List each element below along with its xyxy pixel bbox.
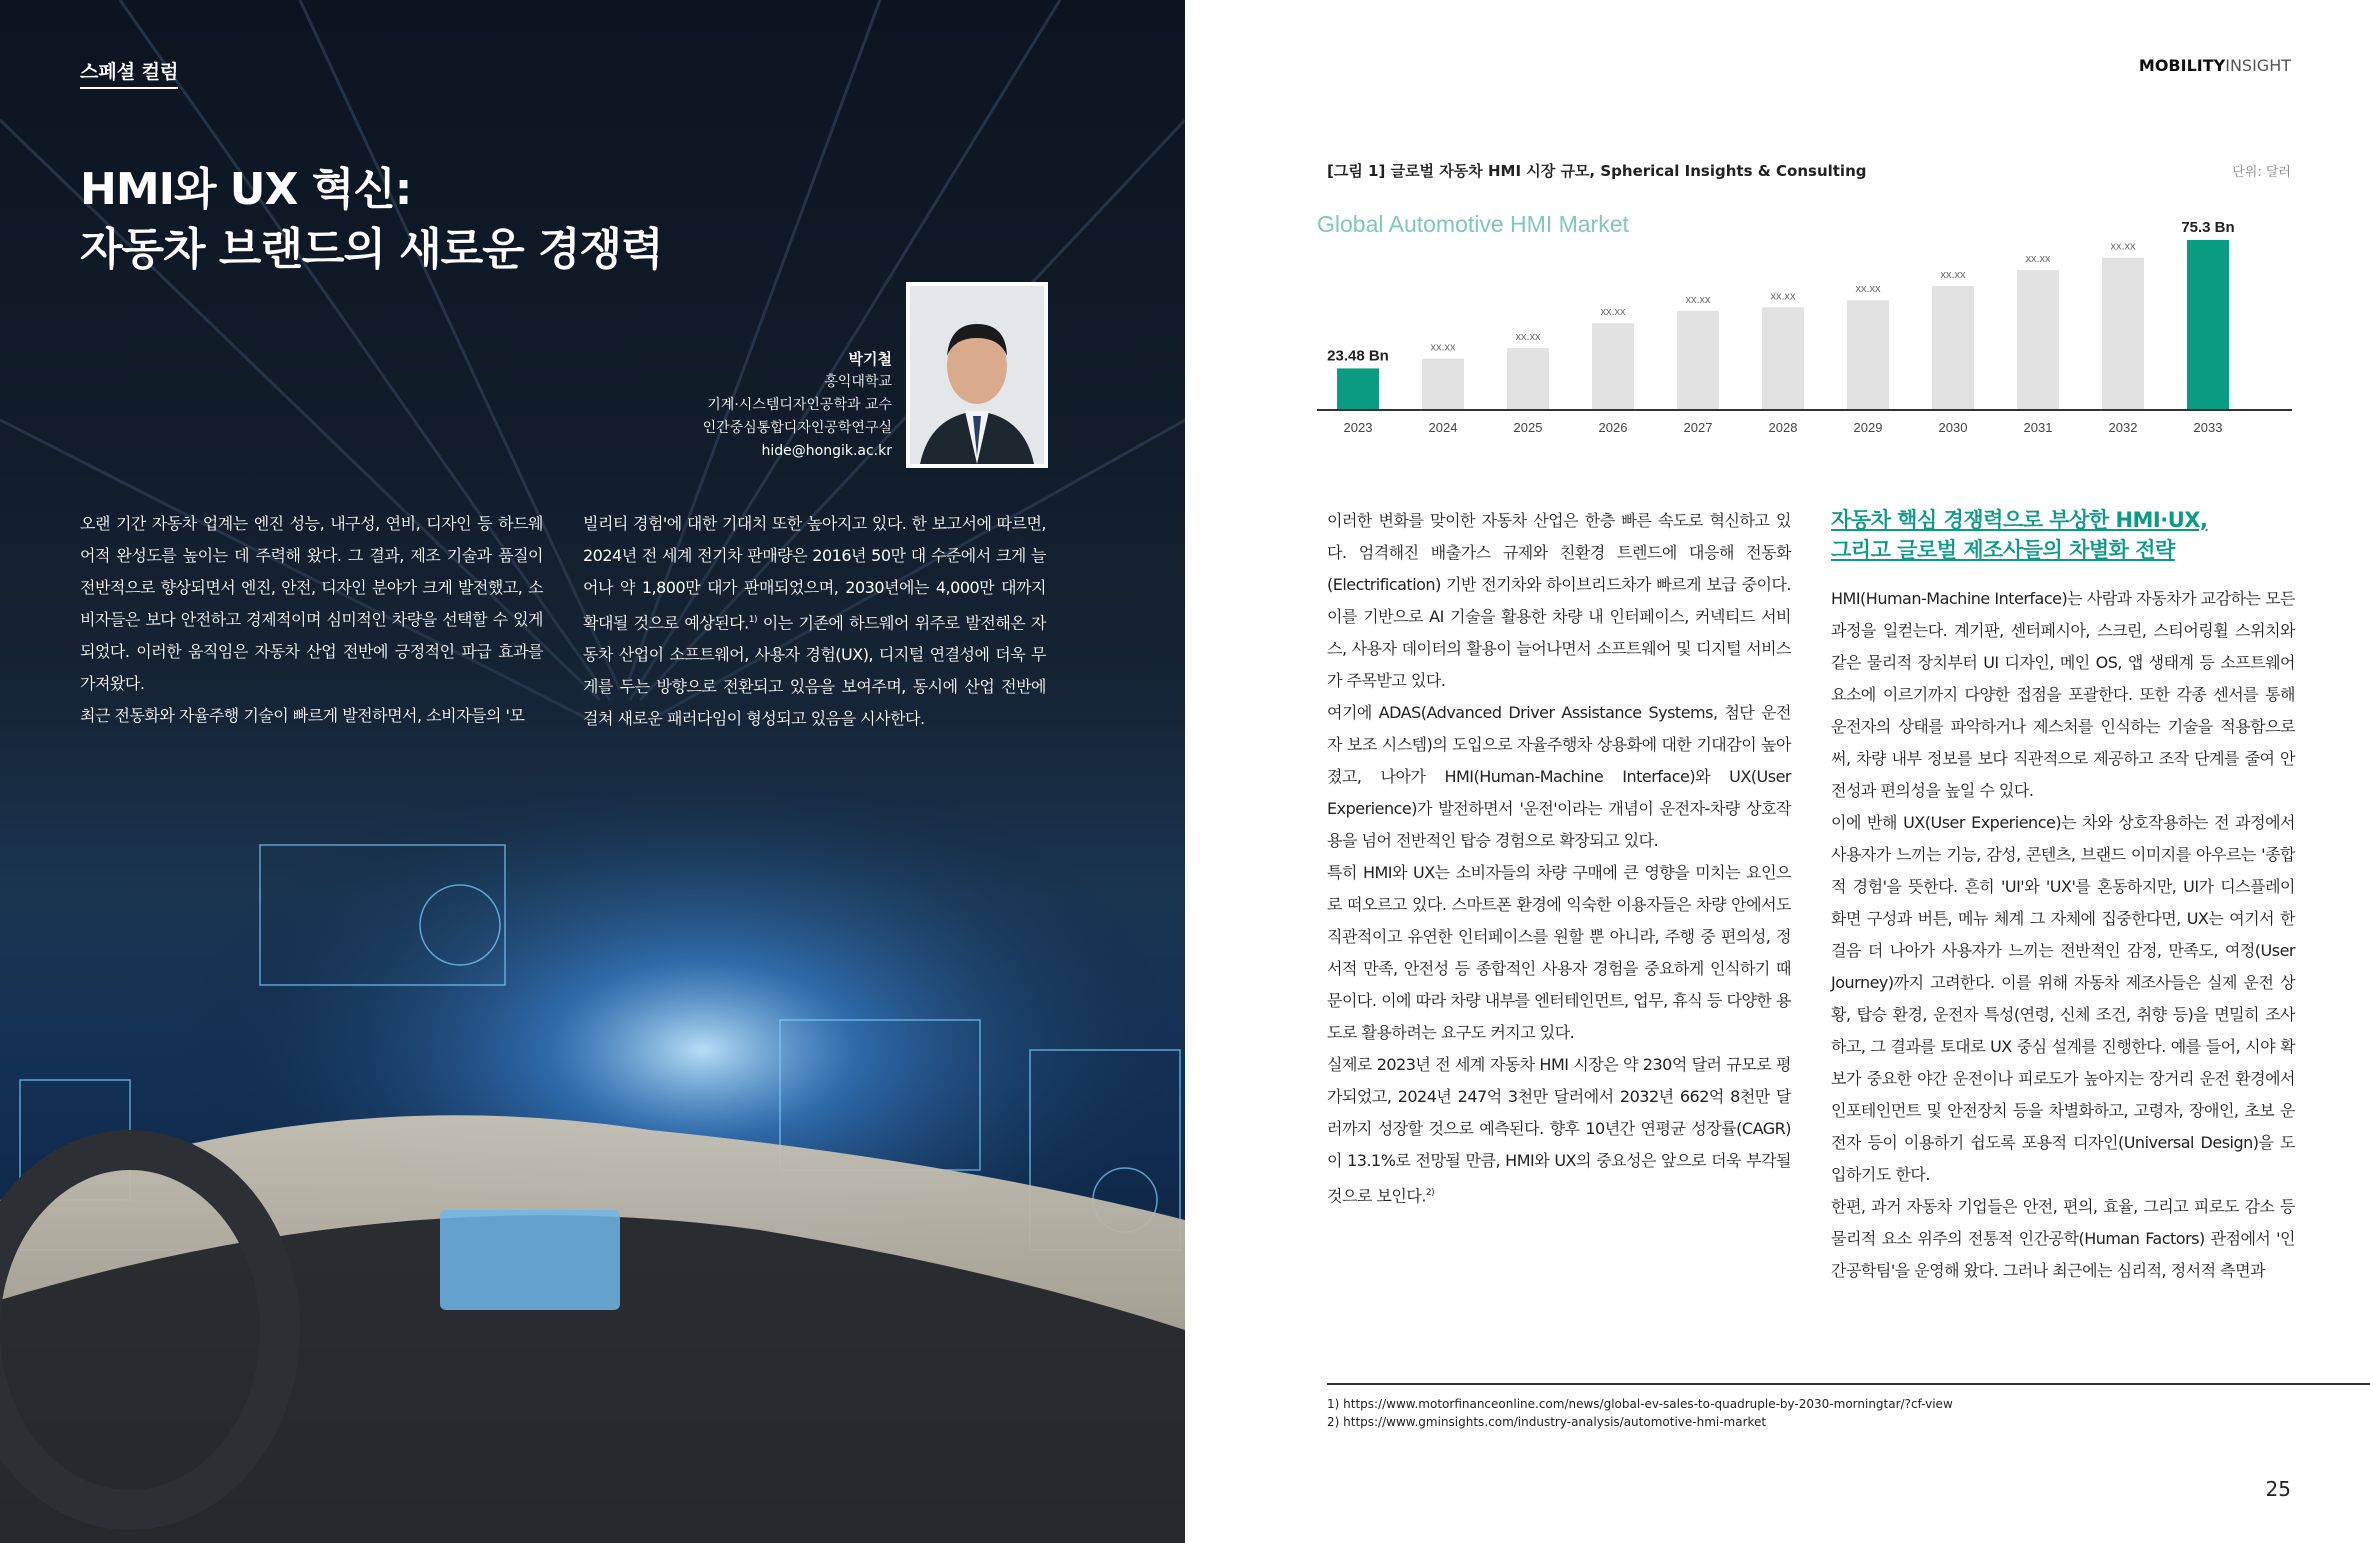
author-info — [703, 348, 892, 463]
bar-label-2024: xx.xx — [1430, 341, 1456, 354]
chart-title: Global Automotive HMI Market — [1317, 211, 1629, 237]
x-tick-2032: 2032 — [2108, 420, 2138, 435]
body-paragraph-4: 실제로 2023년 전 세계 자동차 HMI 시장은 약 230억 달러 규모로 평가되었고, 2024년 247억 3천만 달러에서 2032년 662억 8천만 달러까지 성장할 것으로 예측된다. 향후 10년간 연평균 성장률(CAGR)이 13.1%로 전망될 만큼, HMI와 UX의 중요성은 앞으로 더욱 부각될 것으로 보인다.$^{2)}$ — [1327, 1055, 1791, 1206]
bar-2032 — [2102, 258, 2144, 410]
footnote-ref-2[interactable]: 2) — [1425, 1188, 1435, 1198]
bar-label-2026: xx.xx — [1600, 306, 1626, 319]
magazine-brand: MOBILITYINSIGHT — [2138, 56, 2291, 75]
intro-column-2 — [583, 508, 1046, 735]
body-paragraph-3: 특히 HMI와 UX는 소비자들의 차량 구매에 큰 영향을 미치는 요인으로 떠오르고 있다. 스마트폰 환경에 익숙한 이용자들은 차량 안에서도 직관적이고 유연한 인터페이스를 원할 뿐 아니라, 주행 중 편의성, 정서적 만족, 안전성 등 종합적인 사용자 경험을 중요하게 인식하기 때문이다. 이에 따라 차량 내부를 엔터테인먼트, 업무, 휴식 등 다양한 용도로 활용하려는 요구도 커지고 있다. — [1327, 863, 1791, 1042]
intro-paragraph-1: 오랜 기간 자동차 업계는 엔진 성능, 내구성, 연비, 디자인 등 하드웨어적 완성도를 높이는 데 주력해 왔다. 그 결과, 제조 기술과 품질이 전반적으로 향상되면서 엔진, 안전, 디자인 분야가 크게 발전했고, 소비자들은 보다 안전하고 경제적이며 심미적인 차량을 선택할 수 있게 되었다. 이러한 움직임은 자동차 산업 전반에 긍정적인 파급 효과를 가져왔다. — [80, 514, 543, 693]
title-line-2: 자동차 브랜드의 새로운 경쟁력 — [80, 224, 663, 275]
author-affiliation: 홍익대학교 — [824, 374, 892, 390]
body-paragraph-1: 이러한 변화를 맞이한 자동차 산업은 한층 빠른 속도로 혁신하고 있다. 엄격해진 배출가스 규제와 친환경 트렌드에 대응해 전동화(Electrification) 기반 전기차와 하이브리드차가 빠르게 보급 중이다. 이를 기반으로 AI 기술을 활용한 차량 내 인터페이스, 커넥티드 서비스, 사용자 데이터의 활용이 늘어나면서 소프트웨어 및 디지털 서비스가 주목받고 있다. — [1327, 511, 1791, 690]
chart-unit: 단위: 달러 — [2232, 165, 2291, 180]
body-paragraph-7: 한편, 과거 자동차 기업들은 안전, 편의, 효율, 그리고 피로도 감소 등 물리적 요소 위주의 전통적 인간공학(Human Factors) 관점에서 '인간공학팀'을 운영해 왔다. 그러나 최근에는 심리적, 정서적 측면과 — [1831, 1197, 2295, 1280]
body-paragraph-6: 이에 반해 UX(User Experience)는 차와 상호작용하는 전 과정에서 사용자가 느끼는 기능, 감성, 콘텐츠, 브랜드 이미지를 아우르는 '종합적 경험'을 뜻한다. 흔히 'UI'와 'UX'를 혼동하지만, UI가 디스플레이 화면 구성과 버튼, 메뉴 체계 그 자체에 집중한다면, UX는 여기서 한 걸음 더 나아가 사용자가 느끼는 전반적인 감정, 만족도, 여정(User Journey)까지 고려한다. 이를 위해 자동차 제조사들은 실제 운전 상황, 탑승 환경, 운전자 특성(연령, 신체 조건, 취향 등)을 면밀히 조사하고, 그 결과를 토대로 UX 중심 설계를 진행한다. 예를 들어, 시야 확보가 중요한 야간 운전이나 피로도가 높아지는 장거리 운전 환경에서 인포테인먼트 및 안전장치 등을 차별화하고, 고령자, 장애인, 초보 운전자 등이 이용하기 쉽도록 포용적 디자인(Universal Design)을 도입하기도 한다. — [1831, 813, 2295, 1184]
x-tick-2026: 2026 — [1598, 420, 1628, 435]
x-tick-2024: 2024 — [1428, 420, 1458, 435]
intro-column-1 — [80, 508, 543, 732]
x-tick-2023: 2023 — [1343, 420, 1373, 435]
bar-2024 — [1422, 359, 1464, 410]
title-line-1: HMI와 UX 혁신: — [80, 164, 412, 215]
bar-2030 — [1932, 286, 1974, 410]
body-column-1 — [1327, 505, 1791, 1212]
bar-2025 — [1507, 348, 1549, 410]
intro-paragraph-2: 최근 전동화와 자율주행 기술이 빠르게 발전하면서, 소비자들의 '모 — [80, 706, 525, 725]
bar-label-2032: xx.xx — [2110, 240, 2136, 253]
footnote-1-link[interactable]: 1) https://www.motorfinanceonline.com/news/global-ev-sales-to-quadruple-by-2030-morningtar/?cf-view — [1327, 1397, 1953, 1411]
bar-label-2027: xx.xx — [1685, 293, 1711, 306]
bar-label-2029: xx.xx — [1855, 283, 1881, 296]
x-tick-2025: 2025 — [1513, 420, 1543, 435]
x-tick-2031: 2031 — [2023, 420, 2053, 435]
x-tick-2033: 2033 — [2193, 420, 2223, 435]
footnote-ref-1[interactable]: 1) — [748, 615, 757, 625]
bar-label-2025: xx.xx — [1515, 331, 1541, 344]
section-heading: 자동차 핵심 경쟁력으로 부상한 HMI·UX, 그리고 글로벌 제조사들의 차별화 전략 — [1831, 508, 2208, 562]
x-tick-2028: 2028 — [1768, 420, 1798, 435]
intro-paragraph-3: 빌리티 경험'에 대한 기대치 또한 높아지고 있다. 한 보고서에 따르면, 2024년 전 세계 전기차 판매량은 2016년 50만 대 수준에서 크게 늘어나 약 1,800만 대가 판매되었으며, 2030년에는 4,000만 대까지 확대될 것으로 예상된다.$^{1)}$ 이는 기존에 하드웨어 위주로 발전해온 자동차 산업이 소프트웨어, 사용자 경험(UX), 디지털 연결성에 더욱 무게를 두는 방향으로 전환되고 있음을 보여주며, 동시에 산업 전반에 걸쳐 새로운 패러다임이 형성되고 있음을 시사한다. — [583, 514, 1046, 729]
bar-2029 — [1847, 300, 1889, 410]
bar-label-2030: xx.xx — [1940, 269, 1966, 282]
bar-label-2023: 23.48 Bn — [1327, 347, 1389, 365]
author-lab: 인간중심통합디자인공학연구실 — [702, 420, 892, 436]
bar-label-2033: 75.3 Bn — [2181, 219, 2235, 236]
author-email[interactable]: hide@hongik.ac.kr — [761, 443, 892, 459]
page-title — [80, 160, 663, 280]
page-number: 25 — [2265, 1477, 2291, 1501]
hmi-market-bar-chart — [1317, 200, 2297, 440]
x-tick-2030: 2030 — [1938, 420, 1968, 435]
bar-label-2028: xx.xx — [1770, 290, 1796, 303]
bar-2028 — [1762, 307, 1804, 410]
x-tick-2027: 2027 — [1683, 420, 1713, 435]
bar-2033 — [2187, 240, 2229, 410]
section-label: 스페셜 컬럼 — [80, 57, 178, 89]
x-tick-2029: 2029 — [1853, 420, 1883, 435]
footnote-2-link[interactable]: 2) https://www.gminsights.com/industry-analysis/automotive-hmi-market — [1327, 1415, 1767, 1429]
bar-2031 — [2017, 270, 2059, 410]
bar-label-2031: xx.xx — [2025, 253, 2051, 266]
author-department: 기계·시스템디자인공학과 교수 — [707, 397, 892, 413]
body-column-2 — [1831, 505, 2295, 1287]
body-paragraph-2: 여기에 ADAS(Advanced Driver Assistance Systems, 첨단 운전자 보조 시스템)의 도입으로 자율주행차 상용화에 대한 기대감이 높아졌고, 나아가 HMI(Human-Machine Interface)와 UX(User Experience)가 발전하면서 '운전'이라는 개념이 운전자-차량 상호작용을 넘어 전반적인 탑승 경험으로 확장되고 있다. — [1327, 703, 1791, 850]
bar-2027 — [1677, 311, 1719, 410]
bar-2023 — [1337, 368, 1379, 410]
body-paragraph-5: HMI(Human-Machine Interface)는 사람과 자동차가 교감하는 모든 과정을 일컫는다. 계기판, 센터페시아, 스크린, 스티어링휠 스위치와 같은 물리적 장치부터 UI 디자인, 메인 OS, 앱 생태계 등 소프트웨어 요소에 이르기까지 다양한 접점을 포괄한다. 또한 각종 센서를 통해 운전자의 상태를 파악하거나 제스처를 인식하는 기술을 적용함으로써, 차량 내부 정보를 보다 직관적으로 제공하고 조작 단계를 줄여 안전성과 편의성을 높일 수 있다. — [1831, 589, 2295, 800]
figure-caption: [그림 1] 글로벌 자동차 HMI 시장 규모, Spherical Insights & Consulting — [1327, 162, 1867, 180]
right-page — [1185, 0, 2370, 1543]
author-name: 박기철 — [848, 350, 892, 368]
footnotes — [1327, 1383, 2370, 1431]
bar-2026 — [1592, 323, 1634, 410]
author-portrait — [906, 282, 1048, 468]
